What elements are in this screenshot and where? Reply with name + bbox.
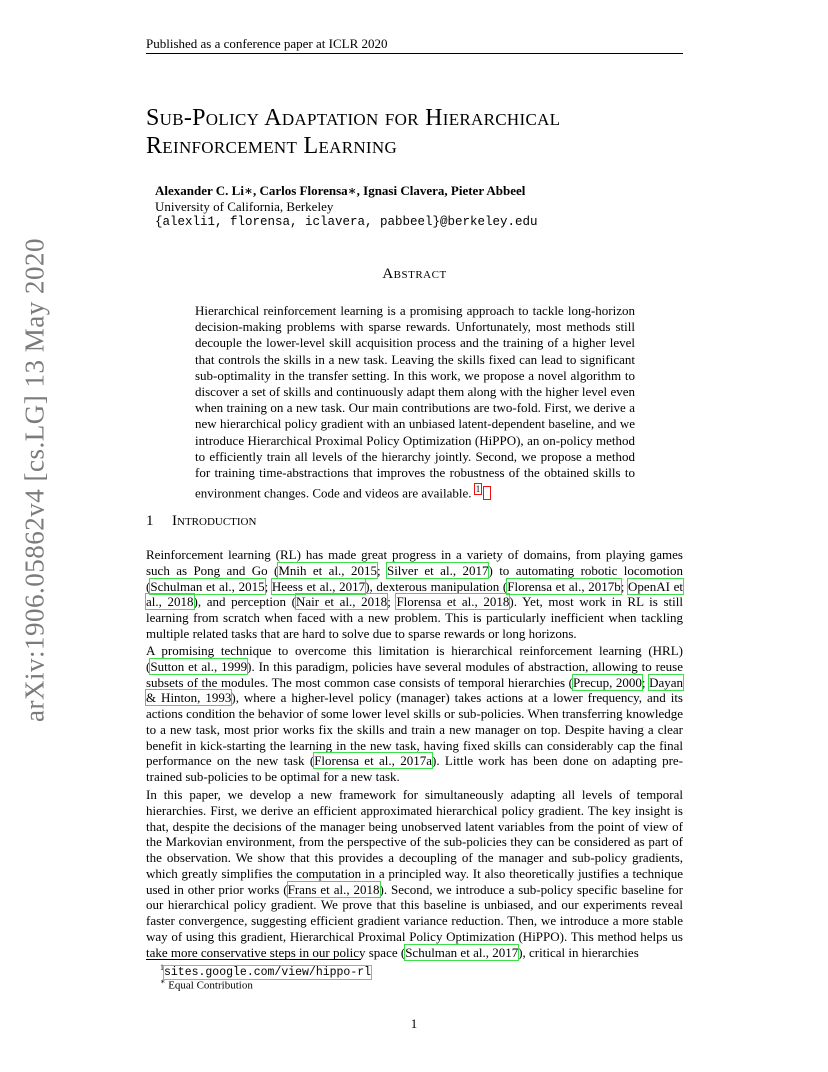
- footnote-link-box[interactable]: [484, 487, 490, 499]
- abstract-body: [195, 303, 635, 502]
- intro-paragraph-2: A promising technique to overcome this limitation is hierarchical reinforcement learning (HRL) (Sutton et al., 1999). In this paradigm, policies have several modules of abstraction, allowing to reuse subsets of the modules. The most common case consists of temporal hierarchies (Precup, 2000; Dayan & Hinton, 1993), where a higher-level policy (manager) takes actions at a lower frequency, and its actions condition the behavior of some lower level skills or sub-policies. When transferring knowledge to a new task, most prior works fix the skills and train a new manager on top. Despite having a clear benefit in kick-starting the learning in the new task, having fixed skills can considerably cap the final performance on the new task (Florensa et al., 2017a). Little work has been done on adapting pre-trained sub-policies to be optimal for a new task.: [146, 643, 683, 784]
- citation-link[interactable]: Sutton et al., 1999: [150, 658, 248, 674]
- citation-link[interactable]: OpenAI et al., 2018: [146, 578, 683, 610]
- running-header: Published as a conference paper at ICLR 2020: [146, 36, 388, 51]
- abstract-text: Hierarchical reinforcement learning is a promising approach to tackle long-horizon decision-making problems with sparse rewards. Unfortunately, most methods still decouple the lower-level skill acquisition process and the training of a higher level that controls the skills in a new task. Leaving the skills fixed can lead to significant sub-optimality in the transfer setting. In this work, we propose a novel algorithm to discover a set of skills and continuously adapt them along with the higher level even when training on a new task. Our main contributions are two-fold. First, we derive a new hierarchical policy gradient with an unbiased latent-dependent baseline, and we introduce Hierarchical Proximal Policy Optimization (HiPPO), an on-policy method to efficiently train all levels of the hierarchy jointly. Second, we propose a method for training time-abstractions that improves the robustness of the obtained skills to environment changes. Code and videos are available.: [195, 303, 635, 501]
- section-number: 1: [146, 513, 154, 529]
- citation-link[interactable]: Dayan & Hinton, 1993: [146, 674, 683, 706]
- footnote-ref-1[interactable]: 1: [475, 484, 481, 495]
- footnote-rule: [146, 959, 361, 960]
- citation-link[interactable]: Florensa et al., 2018: [396, 594, 510, 610]
- footnote-2-mark: ∗: [160, 977, 166, 986]
- title-line-1: Sub-Policy Adaptation for Hierarchical: [146, 105, 561, 131]
- title-line-2: Reinforcement Learning: [146, 133, 398, 159]
- affiliation: University of California, Berkeley: [155, 199, 334, 214]
- citation-link[interactable]: Heess et al., 2017: [271, 578, 366, 594]
- paper-title: [146, 104, 706, 160]
- citation-link[interactable]: Silver et al., 2017: [386, 562, 489, 578]
- citation-link[interactable]: Schulman et al., 2017: [405, 944, 519, 960]
- footnote-1-mark: 1: [160, 963, 164, 972]
- citation-link[interactable]: Precup, 2000: [572, 674, 642, 690]
- author-list: Alexander C. Li∗, Carlos Florensa∗, Ignasi Clavera, Pieter Abbeel: [155, 183, 526, 198]
- footnote-2: [160, 977, 253, 992]
- footnote-2-text: Equal Contribution: [168, 979, 253, 992]
- section-title: Introduction: [172, 513, 257, 529]
- citation-link[interactable]: Mnih et al., 2015: [278, 562, 377, 578]
- intro-paragraph-3: In this paper, we develop a new framework for simultaneously adapting all levels of temporal hierarchies. First, we derive an efficient approximated hierarchical policy gradient. The key insight is that, despite the decisions of the manager being unobserved latent variables from the point of view of the Markovian environment, from the perspective of the sub-policies they can be considered as part of the observation. We show that this provides a decoupling of the manager and sub-policy gradients, which greatly simplifies the computation in a principled way. It also theoretically justifies a technique used in other prior works (Frans et al., 2018). Second, we introduce a sub-policy specific baseline for our hierarchical policy gradient. We prove that this baseline is unbiased, and our experiments reveal faster convergence, suggesting efficient gradient variance reduction. Then, we introduce a more stable way of using this gradient, Hierarchical Proximal Policy Optimization (HiPPO). This method helps us take more conservative steps in our policy space (Schulman et al., 2017), critical in hierarchies: [146, 787, 684, 960]
- section-heading: [146, 513, 256, 530]
- header-rule: [146, 53, 683, 54]
- abstract-heading: Abstract: [382, 266, 447, 282]
- page-number: 1: [410, 1016, 418, 1031]
- author-emails: {alexli1, florensa, iclavera, pabbeel}@berkeley.edu: [155, 215, 538, 229]
- citation-link[interactable]: Frans et al., 2018: [287, 881, 380, 897]
- citation-link[interactable]: Nair et al., 2018: [295, 594, 388, 610]
- intro-paragraph-1: Reinforcement learning (RL) has made great progress in a variety of domains, from playing games such as Pong and Go (Mnih et al., 2015; Silver et al., 2017) to automating robotic locomotion (Schulman et al., 2015; Heess et al., 2017), dexterous manipulation (Florensa et al., 2017b; OpenAI et al., 2018), and perception (Nair et al., 2018; Florensa et al., 2018). Yet, most work in RL is still learning from scratch when faced with a new problem. This is particularly inefficient when tackling multiple related tasks that are hard to solve due to sparse rewards or long horizons.: [146, 547, 683, 641]
- citation-link[interactable]: Florensa et al., 2017a: [314, 753, 433, 769]
- citation-link[interactable]: Schulman et al., 2015: [150, 578, 265, 594]
- citation-link[interactable]: Florensa et al., 2017b: [507, 578, 621, 594]
- footnote-url-link[interactable]: sites.google.com/view/hippo-rl: [164, 966, 372, 979]
